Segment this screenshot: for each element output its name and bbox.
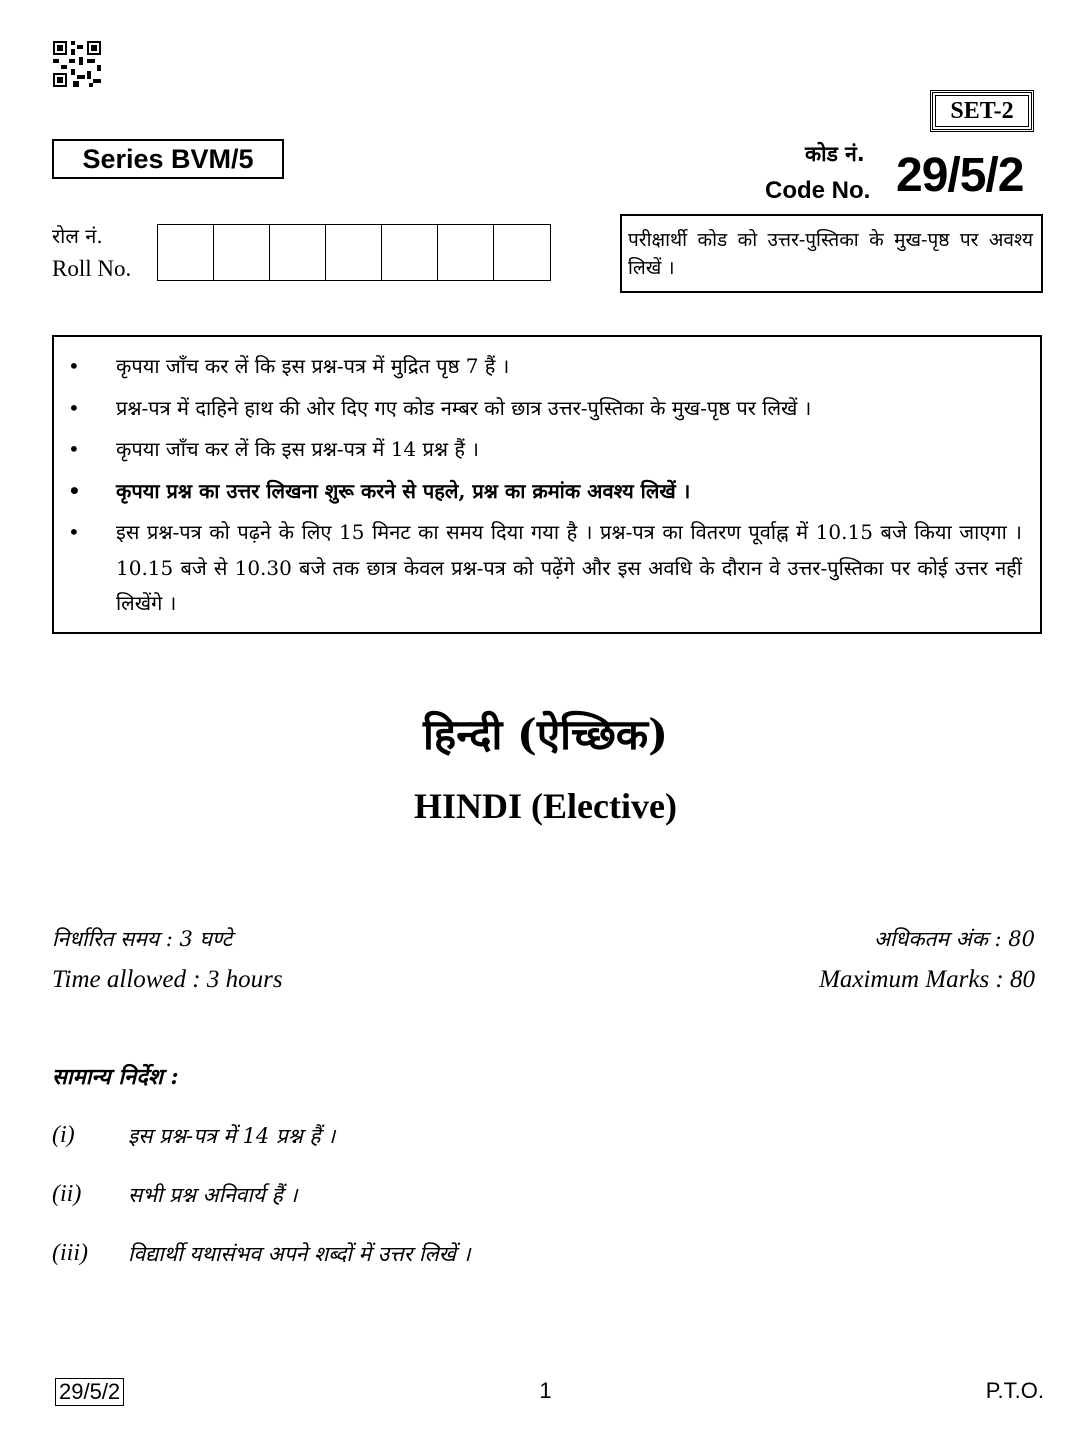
- item-number: (i): [52, 1122, 75, 1148]
- roll-cell[interactable]: [494, 225, 550, 280]
- bullet-icon: •: [68, 437, 80, 461]
- time-allowed: Time allowed : 3 hours: [52, 966, 283, 993]
- max-marks-hindi: अधिकतम अंक : 80: [873, 927, 1035, 951]
- qr-code-icon: [53, 41, 101, 87]
- page-number: 1: [539, 1378, 552, 1403]
- bullet-icon: •: [68, 478, 81, 503]
- item-text: सभी प्रश्न अनिवार्य हैं ।: [128, 1183, 298, 1207]
- subject-title: HINDI (Elective): [414, 786, 677, 826]
- item-text: विद्यार्थी यथासंभव अपने शब्दों में उत्तर लिखें ।: [128, 1242, 471, 1266]
- instruction-text: प्रश्न-पत्र में दाहिने हाथ की ओर दिए गए कोड नम्बर को छात्र उत्तर-पुस्तिका के मुख-पृष्ठ पर लिखें ।: [116, 395, 812, 420]
- footer-code: 29/5/2: [55, 1378, 124, 1406]
- roll-number-grid[interactable]: [157, 224, 551, 281]
- instruction-text: कृपया प्रश्न का उत्तर लिखना शुरू करने से पहले, प्रश्न का क्रमांक अवश्य लिखें ।: [116, 478, 691, 503]
- item-number: (iii): [52, 1240, 88, 1266]
- instruction-text: कृपया जाँच कर लें कि इस प्रश्न-पत्र में 14 प्रश्न हैं ।: [116, 437, 479, 461]
- series-label: Series BVM/5: [52, 139, 284, 179]
- bullet-icon: •: [68, 354, 80, 378]
- instruction-item: [68, 474, 1022, 510]
- subject-title-hindi: हिन्दी (ऐच्छिक): [423, 710, 668, 759]
- bullet-icon: •: [68, 395, 80, 420]
- roll-label: Roll No.: [52, 256, 132, 281]
- instructions-box: [52, 335, 1042, 634]
- code-label-hindi: कोड नं.: [805, 142, 865, 166]
- max-marks: Maximum Marks : 80: [819, 966, 1035, 993]
- bullet-icon: •: [68, 520, 80, 544]
- time-allowed-hindi: निर्धारित समय : 3 घण्टे: [52, 927, 233, 951]
- set-label: SET-2: [930, 90, 1034, 132]
- pto-label: P.T.O.: [985, 1378, 1044, 1403]
- roll-cell[interactable]: [158, 225, 214, 280]
- code-number: 29/5/2: [896, 149, 1024, 202]
- instruction-text: इस प्रश्न-पत्र को पढ़ने के लिए 15 मिनट का समय दिया गया है । प्रश्न-पत्र का वितरण पूर्वाह्न में 10.15 बजे किया जाएगा । 10.15 बजे से 10.30 बजे तक छात्र केवल प्रश्न-पत्र को पढ़ेंगे और इस अवधि के दौरान वे उत्तर-पुस्तिका पर कोई उत्तर नहीं लिखेंगे ।: [116, 520, 1022, 615]
- roll-label-hindi: रोल नं.: [52, 224, 103, 248]
- code-label: Code No.: [765, 177, 871, 204]
- roll-cell[interactable]: [382, 225, 438, 280]
- instruction-item: [68, 432, 1022, 468]
- roll-cell[interactable]: [270, 225, 326, 280]
- general-instructions-heading: सामान्य निर्देश :: [52, 1064, 179, 1090]
- instruction-item: [68, 349, 1022, 385]
- roll-cell[interactable]: [326, 225, 382, 280]
- instruction-item: [68, 391, 1022, 427]
- instruction-item: [68, 515, 1022, 622]
- roll-cell[interactable]: [438, 225, 494, 280]
- item-text: इस प्रश्न-पत्र में 14 प्रश्न हैं ।: [128, 1124, 336, 1148]
- instruction-text: कृपया जाँच कर लें कि इस प्रश्न-पत्र में मुद्रित पृष्ठ 7 हैं ।: [116, 354, 510, 378]
- item-number: (ii): [52, 1181, 82, 1207]
- roll-cell[interactable]: [214, 225, 270, 280]
- candidate-code-note: परीक्षार्थी कोड को उत्तर-पुस्तिका के मुख-पृष्ठ पर अवश्य लिखें ।: [620, 214, 1043, 293]
